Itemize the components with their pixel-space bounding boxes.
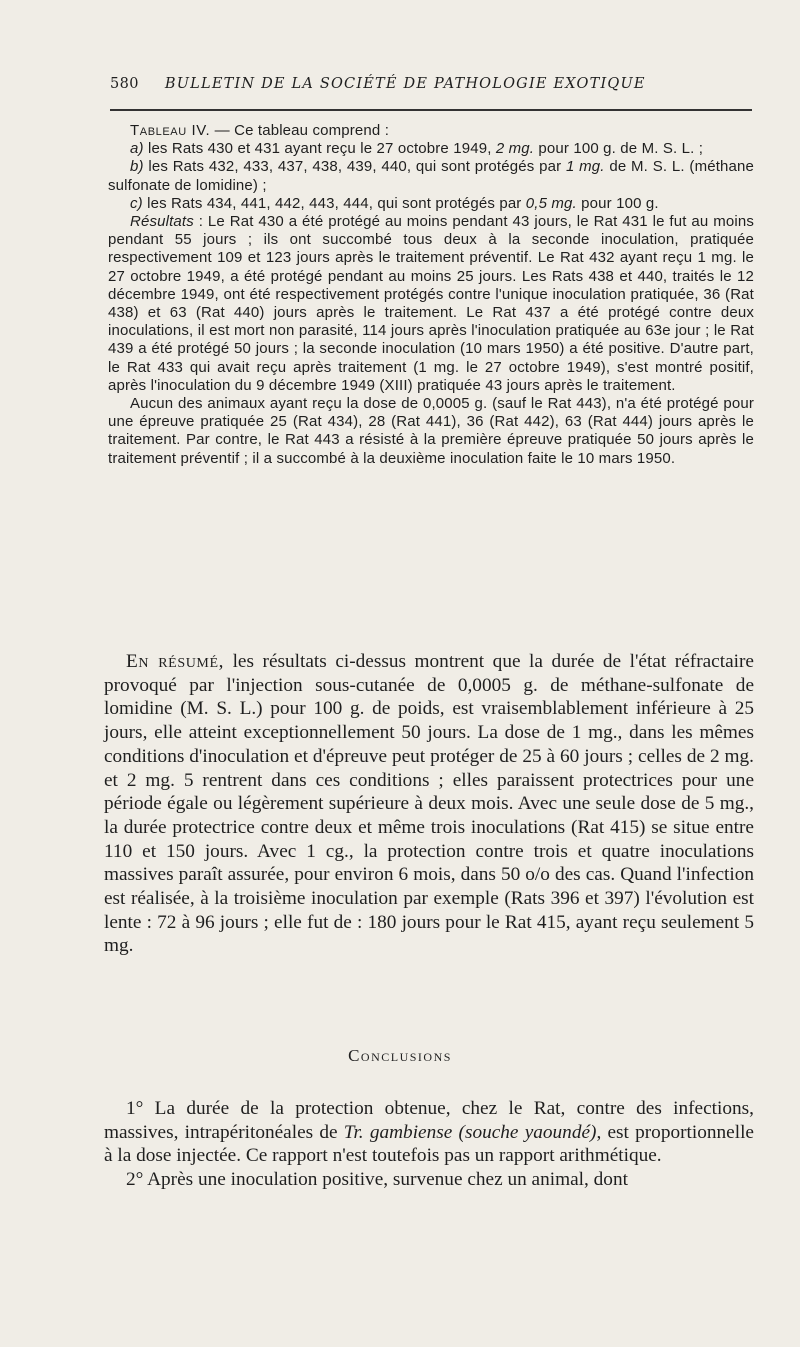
header-rule (110, 109, 752, 111)
resume-label: En résumé, (126, 651, 225, 672)
resultats-paragraph (108, 213, 754, 395)
item-c-text: les Rats 434, 441, 442, 443, 444, qui sont protégés par (142, 194, 526, 212)
resultats-text: : Le Rat 430 a été protégé au moins pendant 43 jours, le Rat 431 le fut au moins pendant 55 jours ; ils ont succombé tous deux à la seconde inoculation, pratiquée respectivement 109 et 123 jours après le traitement préventif. Le Rat 432 ayant reçu 1 mg. le 27 octobre 1949, a été protégé pendant au moins 25 jours. Les Rats 438 et 440, traités le 12 décembre 1949, ont été respectivement protégés contre l'unique inoculation pratiquée, 36 (Rat 438) et 63 (Rat 440) jours après le traitement. Le Rat 437 a été protégé contre deux inoculations, il est mort non parasité, 114 jours après l'inoculation pratiquée au 63e jour ; le Rat 439 a été protégé 50 jours ; la seconde inoculation (10 mars 1950) a été positive. D'autre part, le Rat 433 qui avait reçu après traitement (1 mg. le 27 octobre 1949), s'est montré positif, après l'inoculation du 9 décembre 1949 (XIII) pratiquée 43 jours après le traitement. (108, 213, 754, 394)
conclusion-1-italic: Tr. gambiense (souche yaoundé) (343, 1121, 597, 1143)
conclusion-2: 2° Après une inoculation positive, survenue chez un animal, dont (126, 1169, 628, 1191)
item-c-rest: pour 100 g. (576, 194, 659, 212)
item-b-text: les Rats 432, 433, 437, 438, 439, 440, qui sont protégés par (143, 158, 566, 176)
item-a-text: les Rats 430 et 431 ayant reçu le 27 octobre 1949, (143, 140, 496, 158)
tableau-section (108, 122, 754, 468)
item-c-label: c) (130, 194, 143, 212)
journal-title: BULLETIN DE LA SOCIÉTÉ DE PATHOLOGIE EXOTIQUE (164, 76, 646, 92)
tableau-item-b (108, 158, 754, 194)
tableau-item-a (108, 140, 754, 158)
tableau-title-text: — Ce tableau comprend : (210, 122, 390, 139)
resume-section (104, 650, 754, 958)
item-a-rest: pour 100 g. de M. S. L. ; (534, 140, 704, 158)
item-b-rest: de M. S. L. (méthane sulfonate de lomidine) ; (108, 158, 754, 194)
resume-text: les résultats ci-dessus montrent que la durée de l'état réfractaire provoqué par l'injection sous-cutanée de 0,0005 g. de méthane-sulfonate de lomidine (M. S. L.) pour 100 g. de poids, est vraisemblablement inférieure à 25 jours, elle atteint exceptionnellement 50 jours. La dose de 1 mg., dans les mêmes conditions d'inoculation et d'épreuve peut protéger de 25 à 60 jours ; celles de 2 mg. et 2 mg. 5 rentrent dans ces conditions ; elles paraissent protectrices pour une période égale ou légèrement supérieure à deux mois. Avec une seule dose de 5 mg., la durée protectrice contre deux et même trois inoculations (Rat 415) se situe entre 110 et 150 jours. Avec 1 cg., la protection contre trois et quatre inoculations massives paraît assurée, pour environ 6 mois, dans 50 o/o des cas. Quand l'infection est réalisée, à la troisième inoculation par exemple (Rats 396 et 397) l'évolution est lente : 72 à 96 jours ; elle fut de : 180 jours pour le Rat 415, ayant reçu seulement 5 mg. (104, 651, 754, 957)
conclusions-heading: Conclusions (348, 1046, 452, 1065)
resume-paragraph (104, 650, 754, 958)
conclusion-1-text: 1° La durée de la protection obtenue, chez le Rat, contre des infections, massives, intrapéritonéales de (104, 1098, 754, 1143)
tableau-item-c (108, 195, 754, 213)
page-number: 580 (110, 76, 139, 92)
running-header (110, 76, 750, 92)
conclusion-1-rest: , est proportionnelle à la dose injectée. Ce rapport n'est toutefois pas un rapport arithmétique. (104, 1121, 754, 1167)
tableau-label: Tableau IV. (130, 122, 211, 139)
conclusions-section (104, 1097, 754, 1192)
item-c-dose: 0,5 mg. (525, 194, 577, 212)
item-a-dose: 2 mg. (495, 140, 535, 158)
conclusion-1 (104, 1097, 754, 1168)
aucun-paragraph: Aucun des animaux ayant reçu la dose de 0,0005 g. (sauf le Rat 443), n'a été protégé pour une épreuve pratiquée 25 (Rat 434), 28 (Rat 441), 36 (Rat 442), 63 (Rat 444) jours après le traitement. Par contre, le Rat 443 a résisté à la première épreuve pratiquée 50 jours après le traitement préventif ; il a succombé à la deuxième inoculation faite le 10 mars 1950. (108, 395, 754, 467)
item-b-label: b) (130, 158, 144, 176)
resultats-label: Résultats (130, 213, 194, 231)
tableau-title (108, 122, 754, 140)
item-a-label: a) (130, 140, 144, 158)
item-b-dose: 1 mg. (565, 158, 605, 176)
